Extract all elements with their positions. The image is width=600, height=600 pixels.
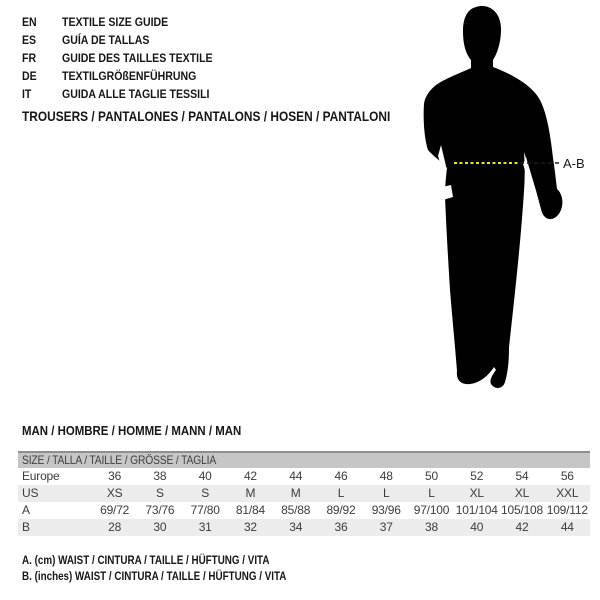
size-table [18, 451, 590, 536]
man-silhouette-figure [400, 0, 600, 400]
table-cell: S [201, 486, 210, 500]
language-row [22, 49, 233, 67]
language-label: TEXTILE SIZE GUIDE [62, 15, 169, 29]
table-cell: 42 [243, 469, 257, 483]
table-cell: 48 [379, 469, 393, 483]
row-label: B [22, 520, 30, 534]
table-cell: 40 [198, 469, 212, 483]
section-title-text: MAN / HOMBRE / HOMME / MANN / MAN [22, 423, 242, 438]
language-row [22, 67, 233, 85]
row-label: US [22, 486, 39, 500]
table-cell: 46 [334, 469, 348, 483]
table-cell: 109/112 [546, 503, 588, 517]
language-code: DE [22, 69, 37, 83]
language-list [22, 13, 233, 103]
table-cell: L [337, 486, 345, 500]
table-cell: 50 [425, 469, 438, 483]
table-cell: 44 [289, 469, 303, 483]
table-cell: XS [106, 486, 123, 500]
language-code: IT [22, 87, 32, 101]
language-label: GUIDA ALLE TAGLIE TESSILI [62, 87, 210, 101]
table-cell: 28 [108, 520, 122, 534]
table-cell: 38 [153, 469, 167, 483]
table-cell: 37 [379, 520, 393, 534]
table-cell: 101/104 [455, 503, 498, 517]
table-row [18, 502, 590, 519]
table-cell: XXL [556, 486, 579, 500]
row-label: Europe [22, 469, 60, 483]
table-cell: XL [514, 486, 530, 500]
language-row [22, 31, 233, 49]
table-cell: 81/84 [235, 503, 265, 517]
language-row [22, 13, 233, 31]
table-cell: 31 [198, 520, 212, 534]
table-row [18, 468, 590, 485]
footnote-a-text: A. (cm) WAIST / CINTURA / TAILLE / HÜFTUNG / VITA [22, 553, 270, 567]
footnote-b-text: B. (inches) WAIST / CINTURA / TAILLE / HÜFTUNG / VITA [22, 569, 287, 583]
language-label: GUIDE DES TAILLES TEXTILE [62, 51, 213, 65]
footnote-b [22, 569, 344, 583]
table-cell: S [155, 486, 164, 500]
table-cell: 54 [515, 469, 529, 483]
category-title [22, 108, 455, 124]
table-cell: 34 [289, 520, 303, 534]
table-cell: L [428, 486, 435, 500]
table-cell: 52 [470, 469, 484, 483]
language-label: GUÍA DE TALLAS [62, 33, 150, 47]
language-row [22, 85, 233, 103]
size-table-header [18, 451, 590, 468]
table-cell: 85/88 [281, 503, 311, 517]
table-cell: 77/80 [190, 503, 220, 517]
language-code: ES [22, 33, 37, 47]
table-cell: 36 [334, 520, 348, 534]
table-cell: 89/92 [326, 503, 356, 517]
table-cell: M [245, 486, 256, 500]
table-cell: 105/108 [501, 503, 544, 517]
table-cell: L [382, 486, 390, 500]
table-cell: M [290, 486, 301, 500]
table-cell: 40 [470, 520, 484, 534]
footnote-a [22, 553, 324, 567]
table-cell: 44 [560, 520, 574, 534]
language-label: TEXTILGRÖßENFÜHRUNG [62, 69, 197, 83]
table-cell: 38 [425, 520, 438, 534]
size-table-rows [18, 468, 590, 536]
table-cell: 69/72 [100, 503, 130, 517]
table-cell: 73/76 [145, 503, 175, 517]
language-code: FR [22, 51, 37, 65]
table-cell: 32 [243, 520, 257, 534]
table-cell: 56 [560, 469, 574, 483]
table-cell: 30 [153, 520, 167, 534]
table-cell: 36 [108, 469, 122, 483]
section-title [22, 423, 271, 438]
table-cell: XL [469, 486, 484, 500]
size-table-header-text: SIZE / TALLA / TAILLE / GRÖSSE / TAGLIA [22, 453, 217, 467]
table-row [18, 519, 590, 536]
table-cell: 97/100 [413, 503, 450, 517]
table-cell: 42 [515, 520, 529, 534]
table-row [18, 485, 590, 502]
man-silhouette-svg [400, 0, 600, 400]
row-label: A [22, 503, 30, 517]
language-code: EN [22, 15, 37, 29]
measure-label: A-B [563, 156, 585, 171]
table-cell: 93/96 [371, 503, 401, 517]
category-title-text: TROUSERS / PANTALONES / PANTALONS / HOSEN / PANTALONI [22, 108, 391, 124]
